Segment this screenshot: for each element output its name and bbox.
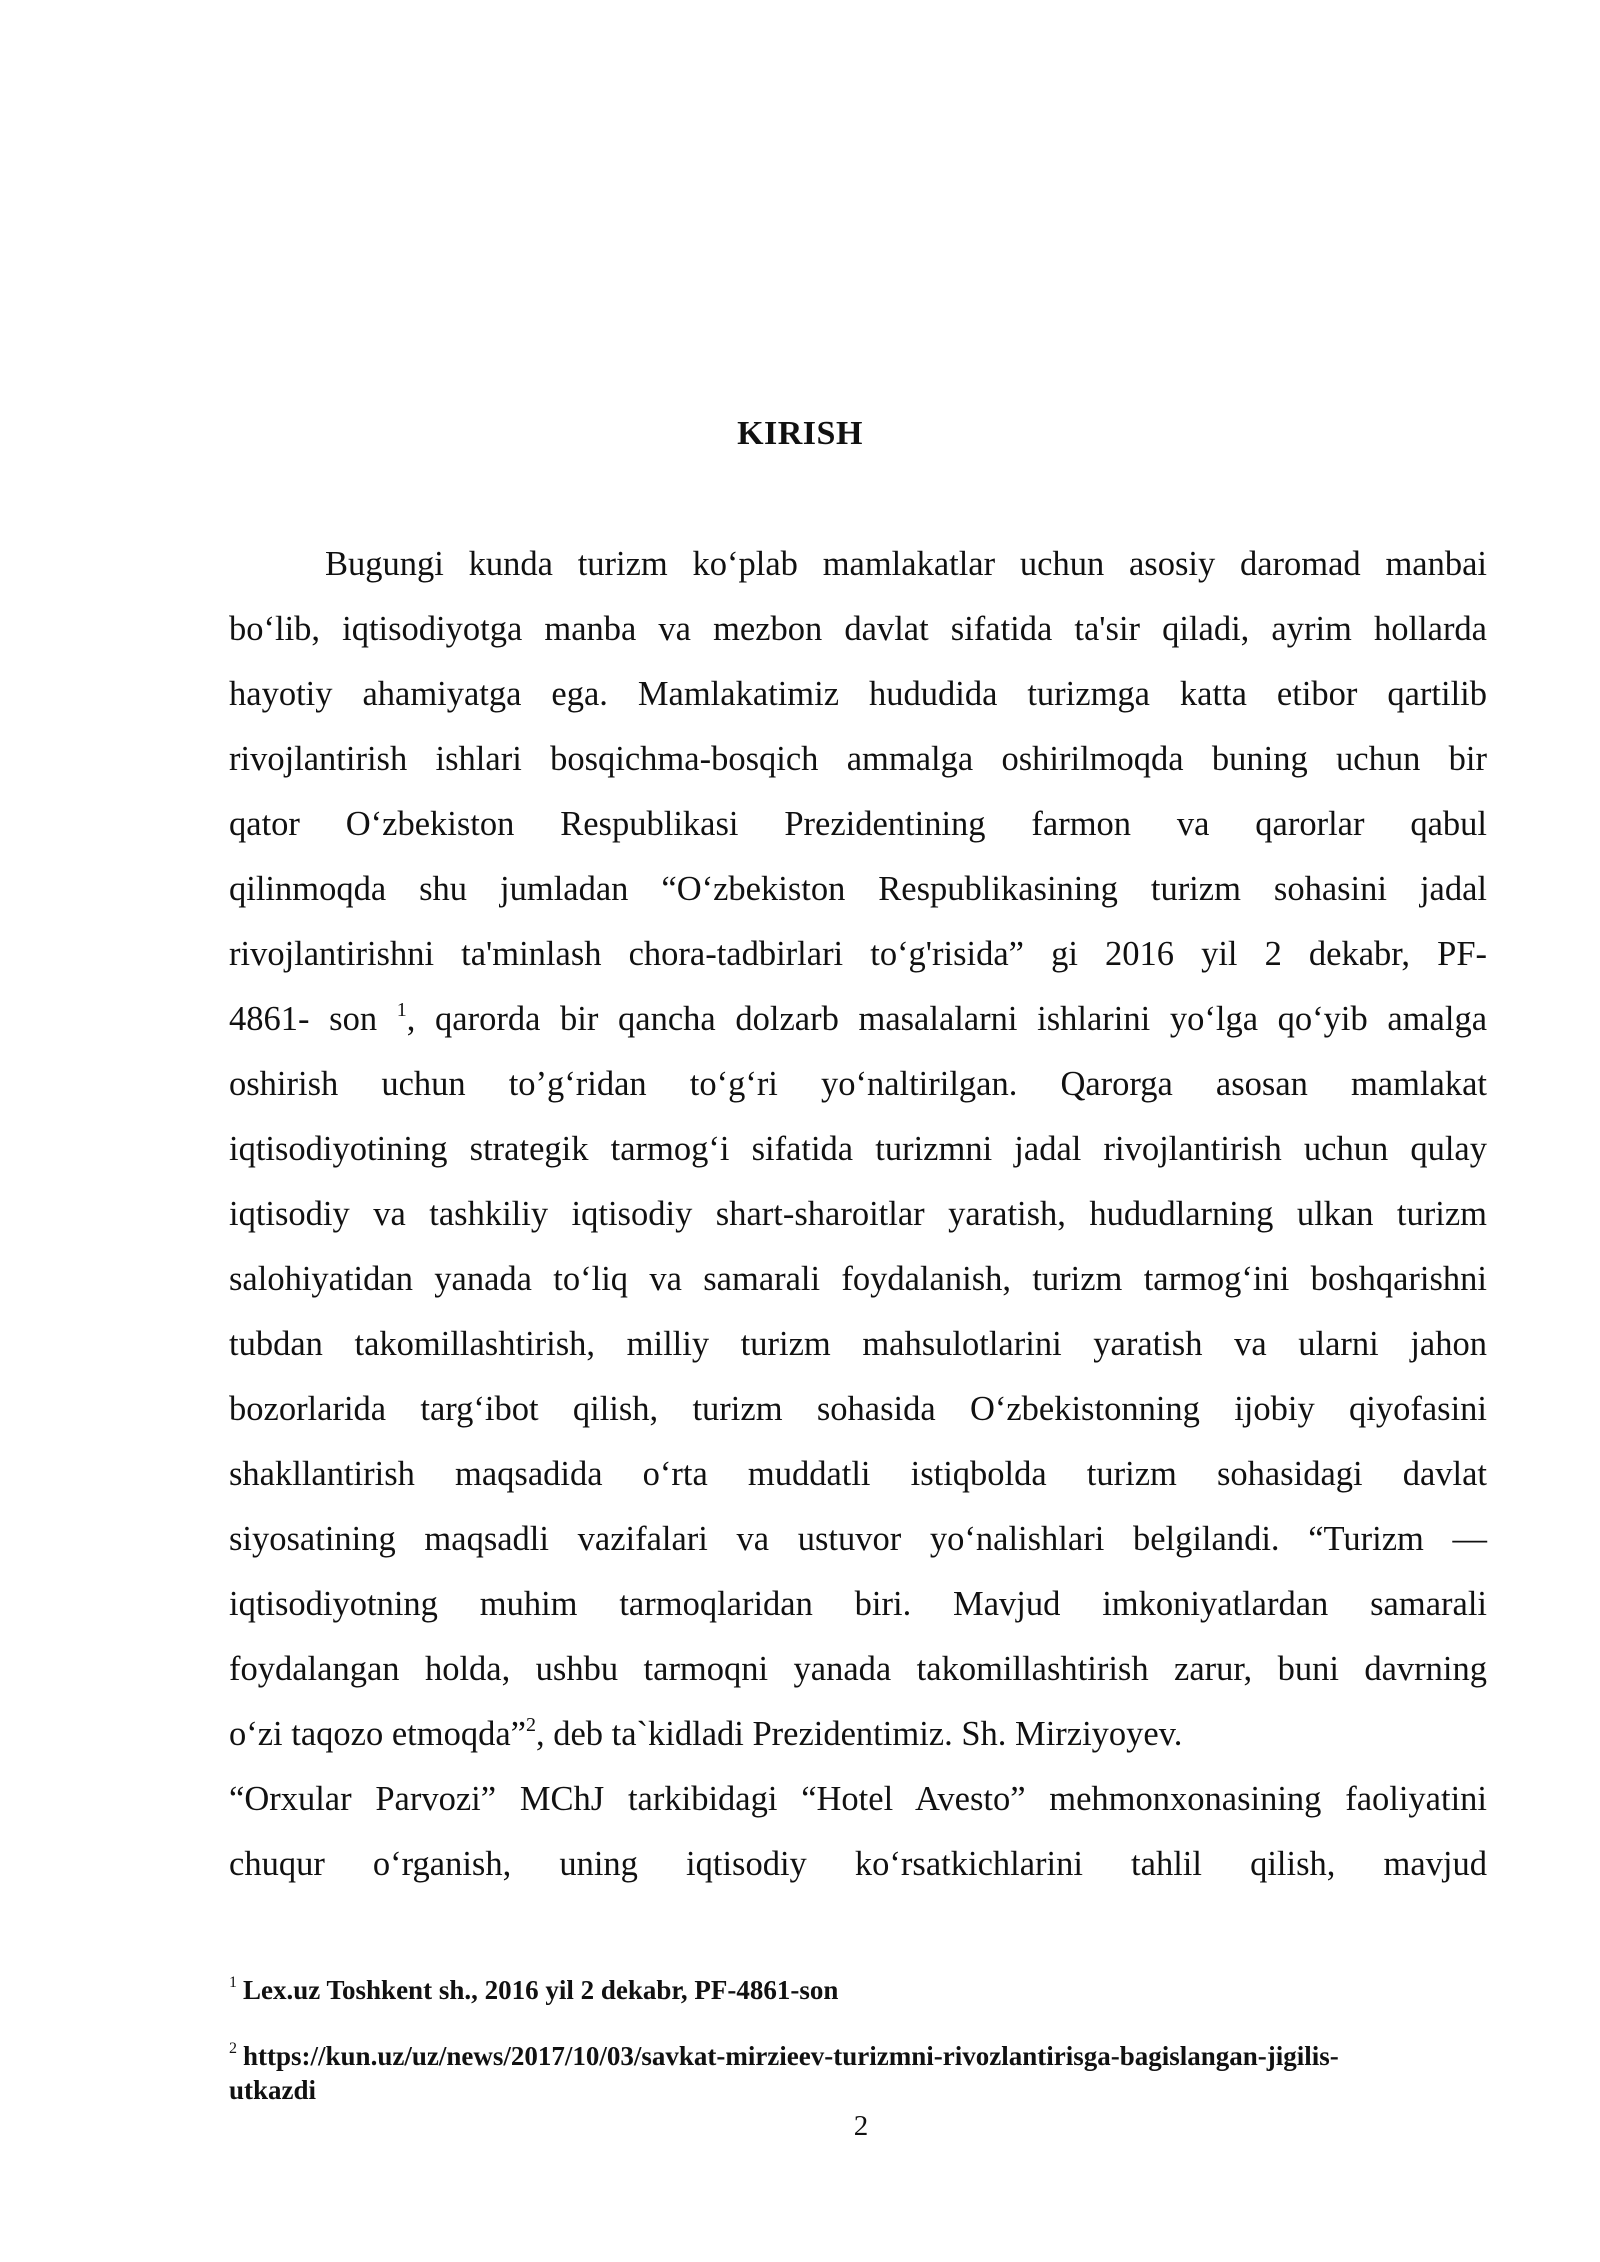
paragraph-line: salohiyatidan yanada to‘liq va samarali foydalanish, turizm tarmog‘ini boshqarishni [229,1260,1487,1298]
footnote-ref-1[interactable]: 1 [396,999,407,1021]
paragraph-line: iqtisodiyotning muhim tarmoqlaridan biri. Mavjud imkoniyatlardan samarali [229,1585,1487,1623]
paragraph-line: iqtisodiyotining strategik tarmog‘i sifatida turizmni jadal rivojlantirish uchun qulay [229,1130,1487,1168]
paragraph-line: “Orxular Parvozi” MChJ tarkibidagi “Hotel Avesto” mehmonxonasining faoliyatini [229,1780,1487,1818]
paragraph-line: rivojlantirishni ta'minlash chora-tadbirlari to‘g'risida” gi 2016 yil 2 dekabr, PF- [229,935,1487,973]
line-text: , qarorda bir qancha dolzarb masalalarni ishlarini yo‘lga qo‘yib amalga [406,1000,1488,1038]
line-text: , deb ta`kidladi Prezidentimiz. Sh. Mirziyoyev. [535,1715,1183,1753]
footnote-mark: 1 [229,1974,237,1991]
footnote-link[interactable]: utkazdi [229,2075,317,2105]
page-number: 2 [853,2110,869,2142]
paragraph-line: hayotiy ahamiyatga ega. Mamlakatimiz hududida turizmga katta etibor qartilib [229,675,1487,713]
paragraph-line: foydalangan holda, ushbu tarmoqni yanada takomillashtirish zarur, buni davrning [229,1650,1487,1688]
paragraph-line: tubdan takomillashtirish, milliy turizm mahsulotlarini yaratish va ularni jahon [229,1325,1487,1363]
paragraph-line: oshirish uchun to’g‘ridan to‘g‘ri yo‘naltirilgan. Qarorga asosan mamlakat [229,1065,1487,1103]
paragraph-line: qilinmoqda shu jumladan “O‘zbekiston Respublikasining turizm sohasini jadal [229,870,1487,908]
paragraph-line: bozorlarida targ‘ibot qilish, turizm sohasida O‘zbekistonning ijobiy qiyofasini [229,1390,1487,1428]
page-title: KIRISH [737,415,863,452]
paragraph-line: Bugungi kunda turizm ko‘plab mamlakatlar uchun asosiy daromad manbai [325,545,1487,583]
footnote-ref-2[interactable]: 2 [525,1714,536,1736]
paragraph-line: rivojlantirish ishlari bosqichma-bosqich ammalga oshirilmoqda buning uchun bir [229,740,1487,778]
paragraph-line: qator O‘zbekiston Respublikasi Prezidentining farmon va qarorlar qabul [229,805,1487,843]
paragraph-line: bo‘lib, iqtisodiyotga manba va mezbon davlat sifatida ta'sir qiladi, ayrim hollarda [229,610,1487,648]
paragraph-line [229,1712,1487,1756]
paragraph-line [229,997,1487,1041]
line-text: 4861- son [229,1000,378,1038]
paragraph-line: chuqur o‘rganish, uning iqtisodiy ko‘rsatkichlarini tahlil qilish, mavjud [229,1845,1487,1883]
footnote-text: Lex.uz Toshkent sh., 2016 yil 2 dekabr, PF-4861-son [243,1975,839,2005]
line-text: o‘zi taqozo etmoqda” [229,1715,526,1753]
footnote-2 [229,2038,1487,2074]
footnote-link[interactable]: https://kun.uz/uz/news/2017/10/03/savkat-mirzieev-turizmni-rivozlantirisga-bagislangan-jigilis- [243,2041,1339,2071]
footnote-mark: 2 [229,2040,237,2057]
paragraph-line: iqtisodiy va tashkiliy iqtisodiy shart-sharoitlar yaratish, hududlarning ulkan turizm [229,1195,1487,1233]
footnote-2-continuation [229,2072,1487,2108]
footnote-1 [229,1972,1487,2008]
paragraph-line: siyosatining maqsadli vazifalari va ustuvor yo‘nalishlari belgilandi. “Turizm — [229,1520,1487,1558]
paragraph-line: shakllantirish maqsadida o‘rta muddatli istiqbolda turizm sohasidagi davlat [229,1455,1487,1493]
